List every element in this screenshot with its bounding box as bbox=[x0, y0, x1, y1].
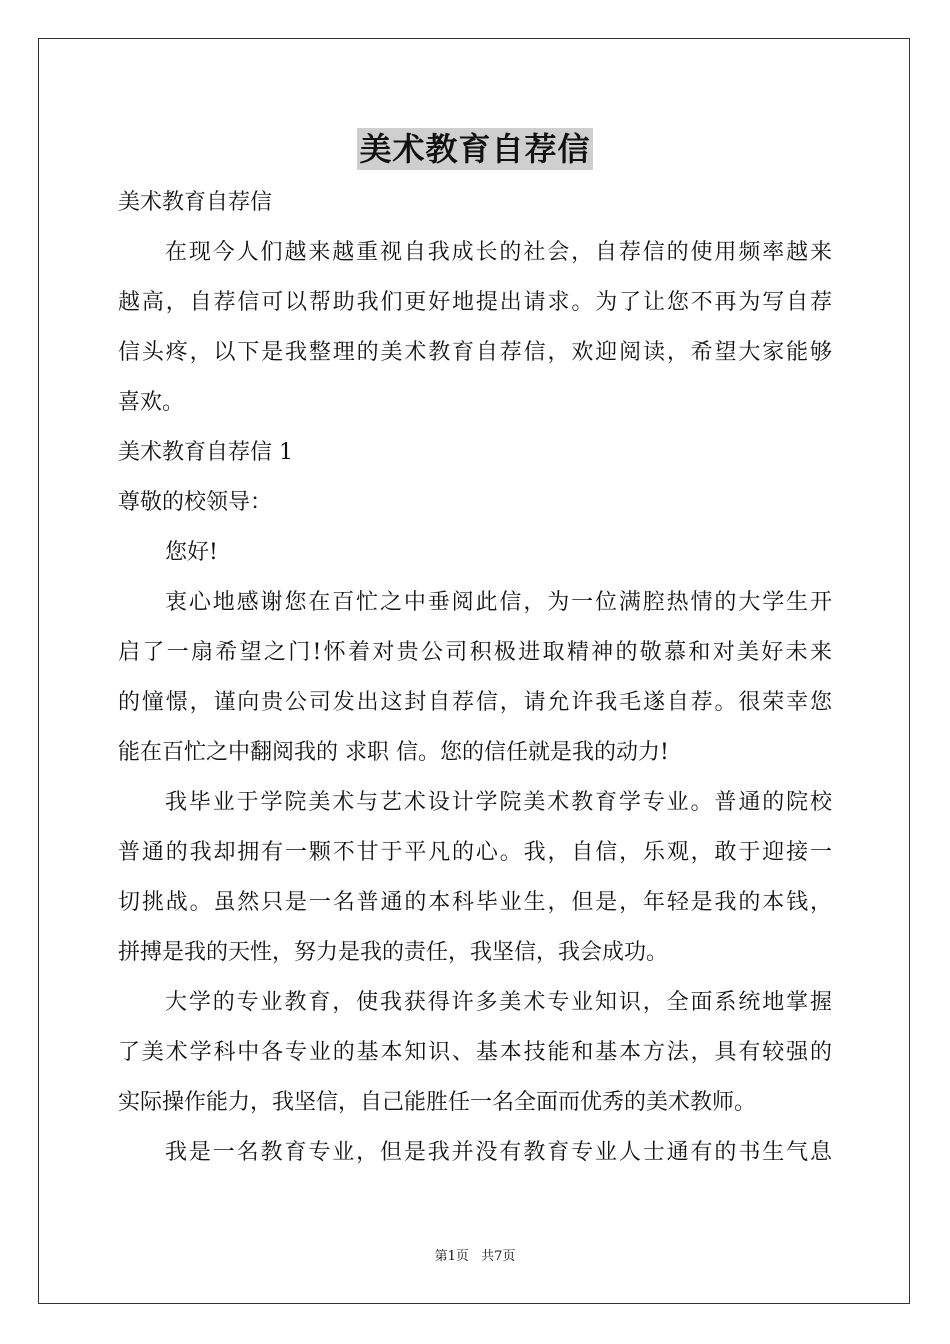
paragraph-line: 衷心地感谢您在百忙之中垂阅此信，为一位满腔热情的大学生开 bbox=[165, 590, 832, 615]
subtitle-line: 美术教育自荐信 bbox=[118, 190, 273, 215]
paragraph-line: 大学的专业教育，使我获得许多美术专业知识，全面系统地掌握 bbox=[165, 990, 832, 1015]
title-container bbox=[0, 128, 950, 170]
paragraph-line: 我毕业于学院美术与艺术设计学院美术教育学专业。普通的院校 bbox=[165, 790, 832, 815]
paragraph-line: 信头疼，以下是我整理的美术教育自荐信，欢迎阅读，希望大家能够 bbox=[118, 340, 832, 365]
paragraph-line: 我是一名教育专业，但是我并没有教育专业人士通有的书生气息 bbox=[165, 1140, 832, 1165]
document-body bbox=[118, 178, 832, 1178]
document-title: 美术教育自荐信 bbox=[359, 130, 591, 168]
paragraph-line: 的憧憬，谨向贵公司发出这封自荐信，请允许我毛遂自荐。很荣幸您 bbox=[118, 690, 832, 715]
paragraph-line: 实际操作能力，我坚信，自己能胜任一名全面而优秀的美术教师。 bbox=[118, 1090, 757, 1115]
page-total: 共7页 bbox=[481, 1249, 516, 1264]
paragraph-line: 普通的我却拥有一颗不甘于平凡的心。我，自信，乐观，敢于迎接一 bbox=[118, 840, 832, 865]
section-heading: 美术教育自荐信 1 bbox=[118, 440, 293, 465]
greeting: 您好! bbox=[165, 540, 218, 565]
paragraph-line: 拼搏是我的天性，努力是我的责任，我坚信，我会成功。 bbox=[118, 940, 669, 965]
page-number: 第1页 bbox=[434, 1249, 469, 1264]
page-footer bbox=[0, 1248, 950, 1266]
salutation: 尊敬的校领导： bbox=[118, 490, 273, 515]
paragraph-line: 启了一扇希望之门!怀着对贵公司积极进取精神的敬慕和对美好未来 bbox=[118, 640, 832, 665]
paragraph-line: 在现今人们越来越重视自我成长的社会，自荐信的使用频率越来 bbox=[165, 240, 832, 265]
paragraph-line: 越高，自荐信可以帮助我们更好地提出请求。为了让您不再为写自荐 bbox=[118, 290, 832, 315]
paragraph-line: 切挑战。虽然只是一名普通的本科毕业生，但是，年轻是我的本钱， bbox=[118, 890, 832, 915]
paragraph-line: 喜欢。 bbox=[118, 390, 185, 415]
paragraph-line: 能在百忙之中翻阅我的 求职 信。您的信任就是我的动力! bbox=[118, 740, 669, 765]
paragraph-line: 了美术学科中各专业的基本知识、基本技能和基本方法，具有较强的 bbox=[118, 1040, 832, 1065]
